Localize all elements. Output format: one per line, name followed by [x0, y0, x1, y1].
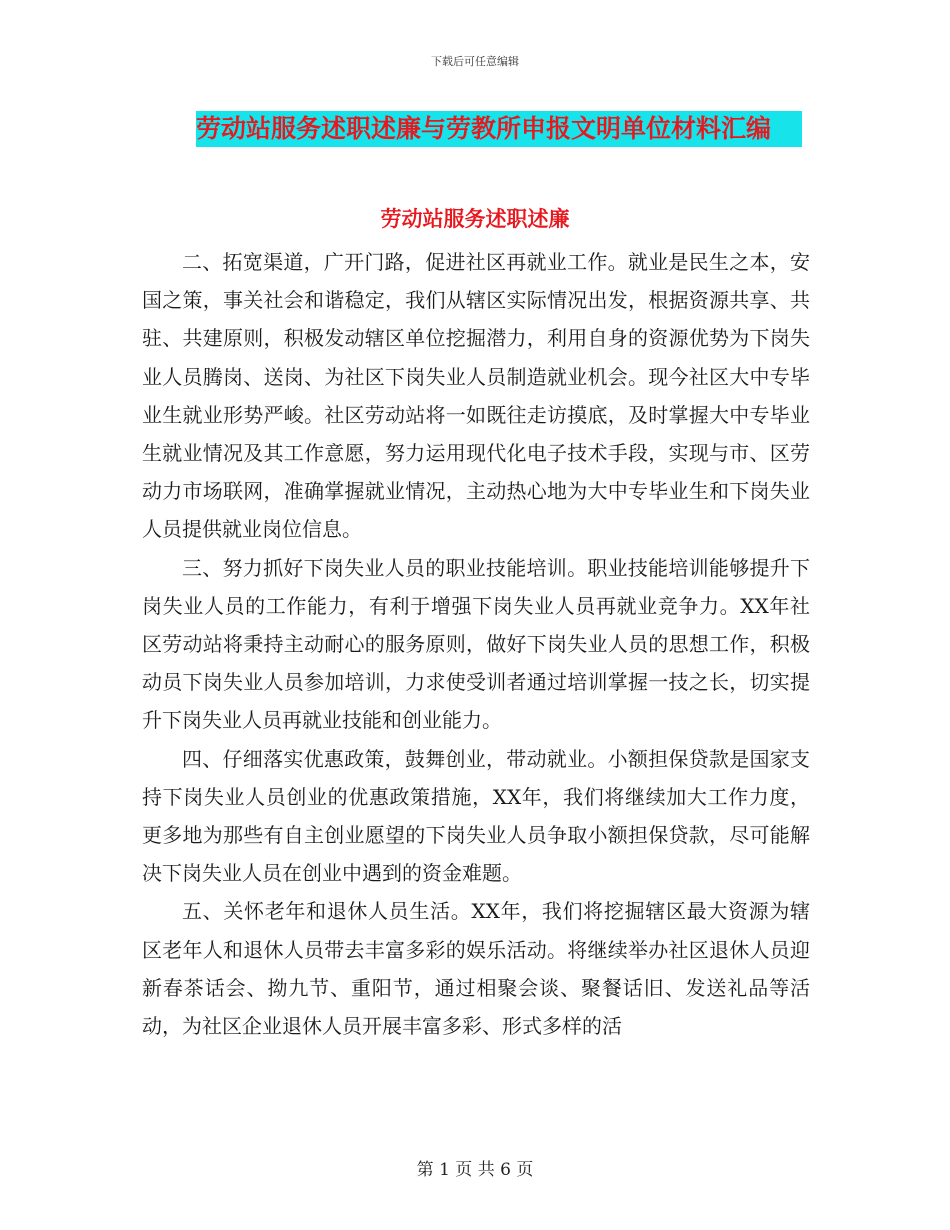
paragraph-2: 二、拓宽渠道，广开门路，促进社区再就业工作。就业是民生之本，安国之策，事关社会和谐稳定，我们从辖区实际情况出发，根据资源共享、共驻、共建原则，积极发动辖区单位挖掘潜力，利用自身的资源优势为下岗失业人员腾岗、送岗、为社区下岗失业人员制造就业机会。现今社区大中专毕业生就业形势严峻。社区劳动站将一如既往走访摸底，及时掌握大中专毕业生就业情况及其工作意愿，努力运用现代化电子技术手段，实现与市、区劳动力市场联网，准确掌握就业情况，主动热心地为大中专毕业生和下岗失业人员提供就业岗位信息。	[142, 250, 810, 542]
paragraph-5: 五、关怀老年和退休人员生活。XX年，我们将挖掘辖区最大资源为辖区老年人和退休人员带去丰富多彩的娱乐活动。将继续举办社区退休人员迎新春茶话会、拗九节、重阳节，通过相聚会谈、聚餐话旧、发送礼品等活动，为社区企业退休人员开展丰富多彩、形式多样的活	[142, 899, 810, 1039]
header-note: 下载后可任意编辑	[431, 55, 519, 68]
document-title: 劳动站服务述职述廉与劳教所申报文明单位材料汇编	[196, 111, 802, 147]
body-text	[142, 243, 810, 1045]
section-title: 劳动站服务述职述廉	[380, 207, 570, 231]
paragraph-3: 三、努力抓好下岗失业人员的职业技能培训。职业技能培训能够提升下岗失业人员的工作能力，有利于增强下岗失业人员再就业竞争力。XX年社区劳动站将秉持主动耐心的服务原则，做好下岗失业人员的思想工作，积极动员下岗失业人员参加培训，力求使受训者通过培训掌握一技之长，切实提升下岗失业人员再就业技能和创业能力。	[142, 555, 810, 733]
paragraph-4: 四、仔细落实优惠政策，鼓舞创业，带动就业。小额担保贷款是国家支持下岗失业人员创业的优惠政策措施，XX年，我们将继续加大工作力度，更多地为那些有自主创业愿望的下岗失业人员争取小额担保贷款，尽可能解决下岗失业人员在创业中遇到的资金难题。	[142, 746, 810, 886]
page-footer: 第 1 页 共 6 页	[416, 1160, 534, 1180]
